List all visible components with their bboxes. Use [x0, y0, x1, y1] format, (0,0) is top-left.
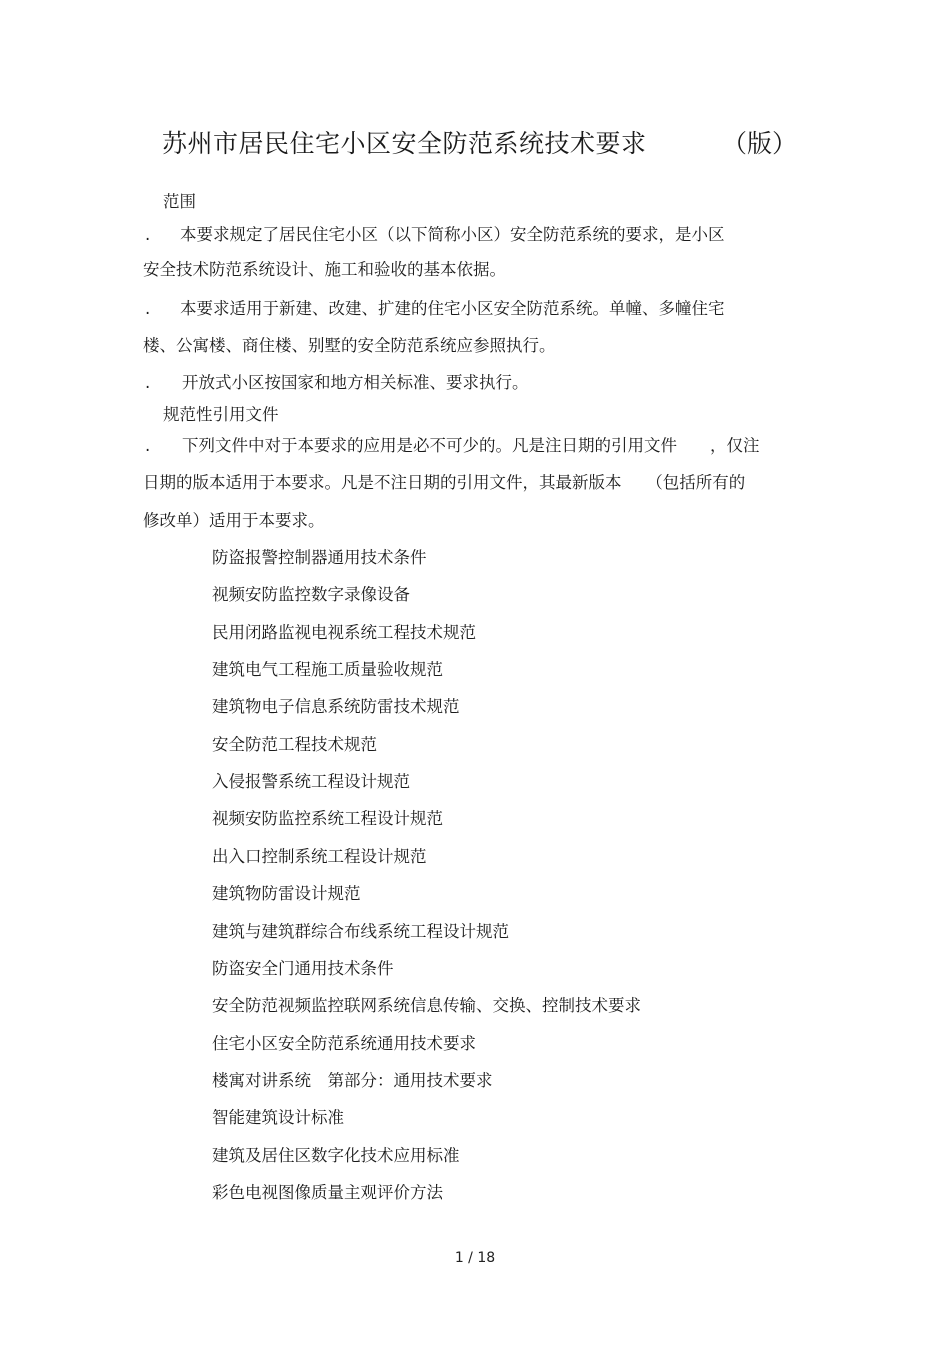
reference-item: 建筑与建筑群综合布线系统工程设计规范: [212, 922, 509, 941]
scope-p3-line1: 开放式小区按国家和地方相关标准、要求执行。: [182, 373, 529, 392]
reference-item: 防盗安全门通用技术条件: [212, 959, 394, 978]
title-row: [162, 124, 802, 164]
reference-item: 住宅小区安全防范系统通用技术要求: [212, 1034, 476, 1053]
reference-item: 入侵报警系统工程设计规范: [212, 772, 410, 791]
scope-p2-line1: 本要求适用于新建、改建、扩建的住宅小区安全防范系统。单幢、多幢住宅: [180, 299, 725, 318]
reference-item: 出入口控制系统工程设计规范: [212, 847, 427, 866]
bullet-dot: .: [145, 373, 151, 392]
reference-item: 安全防范工程技术规范: [212, 735, 377, 754]
reference-item: 安全防范视频监控联网系统信息传输、交换、控制技术要求: [212, 996, 641, 1015]
document-title: 苏州市居民住宅小区安全防范系统技术要求: [162, 129, 647, 158]
scope-p2-line2: 楼、公寓楼、商住楼、别墅的安全防范系统应参照执行。: [143, 336, 556, 355]
document-title-suffix: （版）: [722, 129, 798, 158]
reference-item: 民用闭路监视电视系统工程技术规范: [212, 623, 476, 642]
bullet-dot: .: [145, 436, 151, 455]
refs-p1-line1: 下列文件中对于本要求的应用是必不可少的。凡是注日期的引用文件 ，仅注: [182, 436, 760, 455]
section-heading-references: 规范性引用文件: [163, 405, 279, 424]
scope-p1-line2: 安全技术防范系统设计、施工和验收的基本依据。: [143, 260, 506, 279]
reference-item: 建筑电气工程施工质量验收规范: [212, 660, 443, 679]
scope-p1-line1: 本要求规定了居民住宅小区（以下简称小区）安全防范系统的要求，是小区: [180, 225, 725, 244]
reference-item: 楼寓对讲系统 第部分：通用技术要求: [212, 1071, 493, 1090]
refs-p1-line3: 修改单）适用于本要求。: [143, 511, 325, 530]
reference-item: 建筑及居住区数字化技术应用标准: [212, 1146, 460, 1165]
reference-item: 建筑物电子信息系统防雷技术规范: [212, 697, 460, 716]
reference-item: 视频安防监控数字录像设备: [212, 585, 410, 604]
bullet-dot: .: [145, 299, 151, 318]
page-number: 1 / 18: [454, 1250, 496, 1266]
section-heading-scope: 范围: [163, 192, 196, 211]
reference-item: 智能建筑设计标准: [212, 1108, 344, 1127]
reference-item: 防盗报警控制器通用技术条件: [212, 548, 427, 567]
bullet-dot: .: [145, 225, 151, 244]
refs-p1-line2: 日期的版本适用于本要求。凡是不注日期的引用文件，其最新版本 （包括所有的: [143, 473, 746, 492]
reference-item: 视频安防监控系统工程设计规范: [212, 809, 443, 828]
reference-item: 彩色电视图像质量主观评价方法: [212, 1183, 443, 1202]
reference-item: 建筑物防雷设计规范: [212, 884, 361, 903]
